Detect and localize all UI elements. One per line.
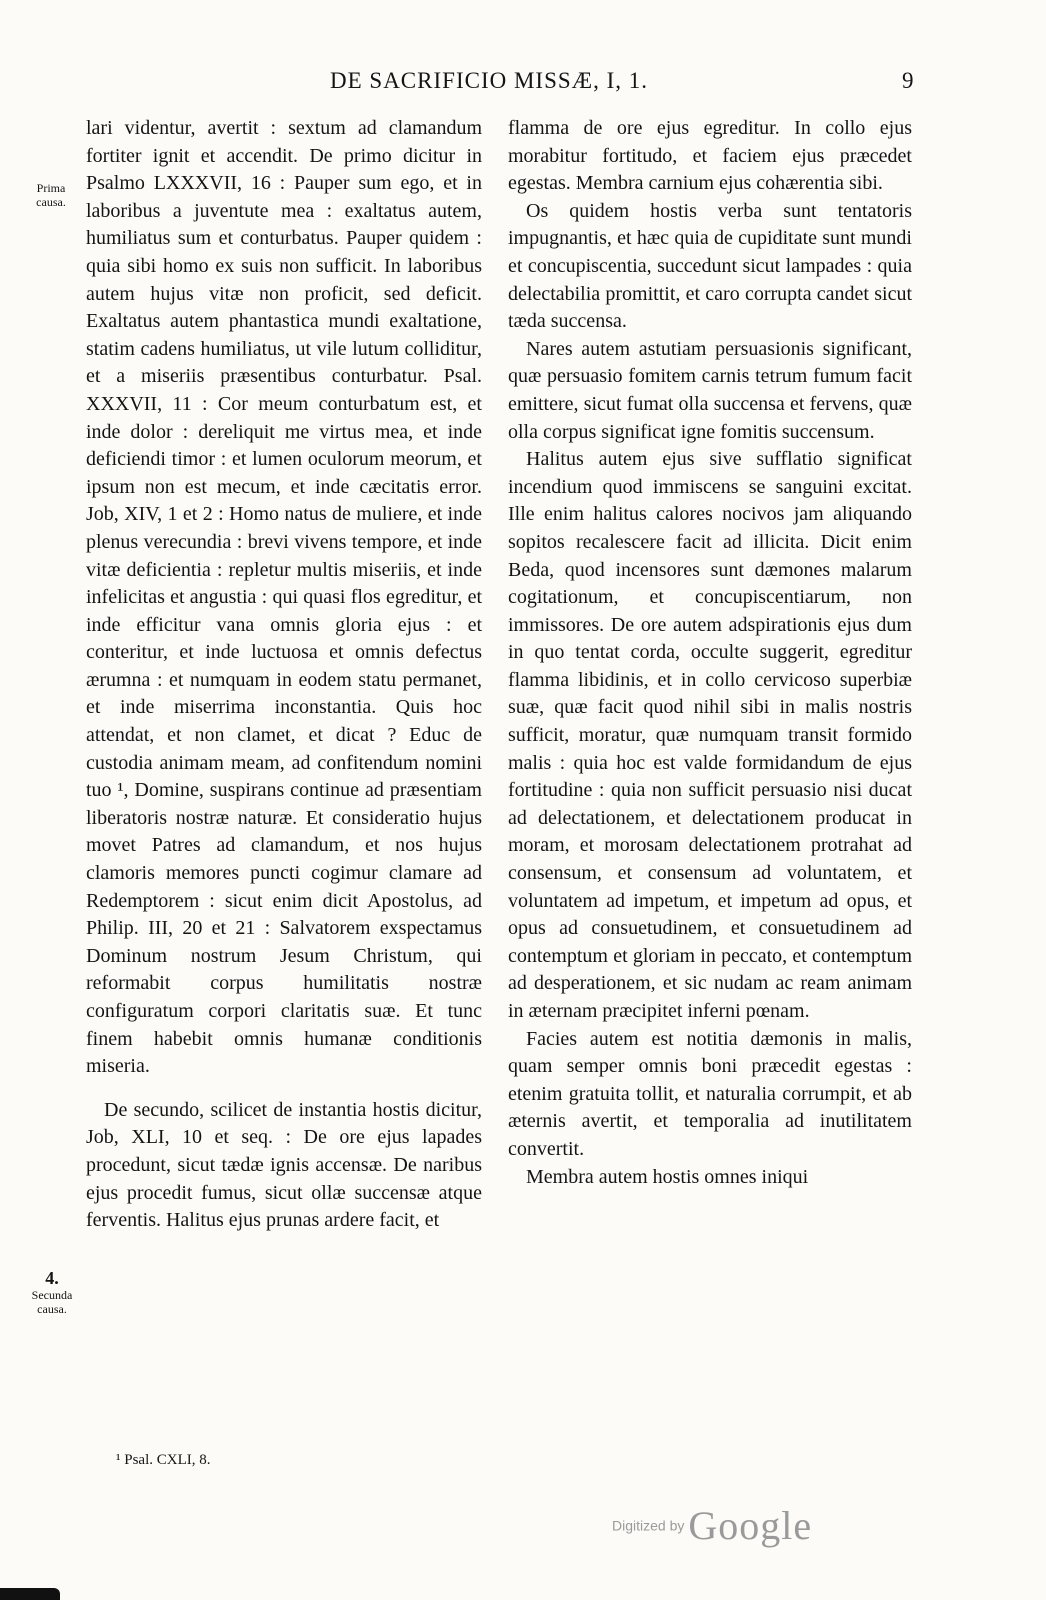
running-title: DE SACRIFICIO MISSÆ, I, 1. [330,68,649,93]
paragraph: De secundo, scilicet de instantia hostis dicitur, Job, XLI, 10 et seq. : De ore ejus lapades procedunt, sicut tædæ ignis accensæ. De naribus ejus procedit fumus, sicut ollæ succensæ atque ferventis. Halitus ejus prunas ardere facit, et [86,1098,482,1232]
section-number: 4. [45,1268,59,1288]
paragraph: lari videntur, avertit : sextum ad clamandum fortiter ignit et accendit. De primo dicitur in Psalmo LXXXVII, 16 : Pauper sum ego, et in laboribus a juventute mea : exaltatus autem, humiliatus sum et conturbatus. Pauper quidem : quia sibi homo ex suis non sufficit. In laboribus autem hujus vitæ non proficit, sed deficit. Exaltatus autem phantastica mundi exaltatione, statim cadens humiliatus, ut vile lutum colliditur, et a miseriis præsentibus conturbatur. Psal. XXXVII, 11 : Cor meum conturbatum est, et inde dolor : dereliquit me virtus mea, et inde deficiendi timor : et lumen oculorum meorum, et ipsum non est mecum, et inde cæcitatis error. Job, XIV, 1 et 2 : Homo natus de muliere, et inde plenus verecundia : brevi vivens tempore, et inde vitæ deficientia : repletur multis miseriis, et inde infelicitas et angustia : qui quasi flos egreditur, et inde efficitur vana omnis gloria ejus : et conteritur, et inde luctuosa et omnis defectus ærumna : et numquam in eodem statu permanet, et inde miserrima inconstantia. Quis hoc attendat, et non clamet, et dicat ? Educ de custodia animam meam, ad confitendum nomini tuo ¹, Domine, suspirans continue ad præsentiam liberatoris nostræ naturæ. Et consideratio hujus movet Patres ad clamandum, et nos hujus clamoris memores puncti cogimur clamare ad Redemptorem : sicut enim dicit Apostolus, ad Philip. III, 20 et 21 : Salvatorem exspectamus Dominum nostrum Jesum Christum, qui reformabit corpus humilitatis nostræ configuratum corpori claritatis suæ. Et tunc finem habebit omnis humanæ conditionis miseria. [86,117,482,1078]
margin-note-prima-causa: Prima causa. [36,181,66,209]
margin-note-secunda-causa [28,1268,76,1316]
right-column [508,115,912,1191]
paragraph: Facies autem est notitia dæmonis in malis, quam semper omnis boni præcedit egestas : etenim gratuita tollit, et naturalia corrumpit, et ab æternis avertit, et temporalia ad inutilitatem convertit. [508,1027,912,1160]
watermark-prefix: Digitized by [612,1517,685,1534]
footnote: ¹ Psal. CXLI, 8. [116,1452,211,1468]
paragraph: Membra autem hostis omnes iniqui [526,1165,809,1188]
margin-note-label: Secunda causa. [31,1288,73,1316]
paragraph: Nares autem astutiam persuasionis significant, quæ persuasio fomitem carnis tetrum fumum facit emittere, sicut fumat olla succensa et fervens, quæ olla corpus significat igne fomitis succensum. [508,337,912,443]
page-number: 9 [902,68,914,93]
paragraph: Os quidem hostis verba sunt tentatoris impugnantis, et hæc quia de cupiditate sunt mundi et concupiscentia, succedunt sicut lampades : quia delectabilia promittit, et caro corrupta candet sicut tæda succensa. [508,199,912,333]
scan-edge-mark [0,1588,60,1600]
page-header [0,68,1046,98]
digitized-watermark [612,1502,812,1549]
google-logo: Google [688,1503,813,1548]
paragraph: flamma de ore ejus egreditur. In collo ejus morabitur fortitudo, et faciem ejus præcedet egestas. Membra carnium ejus cohærentia sibi. [508,117,912,195]
paragraph: Halitus autem ejus sive sufflatio significat incendium quod immiscens se sanguini excitat. Ille enim halitus calores nocivos jam aliquando sopitos recalescere facit ad illicita. Dicit enim Beda, quod incensores sunt dæmones malarum cogitationum, et concupiscentiarum, non immissores. De ore autem adspirationis ejus dum in quo tentat corda, occulte suggerit, egreditur flamma libidinis, et in collo cervicoso superbiæ suæ, quæ facit quod nihil sibi in malis nostris sufficit, moratur, quæ numquam transit formido malis : quia hoc est valde formidandum de ejus fortitudine : quia non sufficit persuasio nisi ducat ad delectationem, et delectationem producat in moram, et morosam delectationem protrahat ad consensum, et consensum ad voluntatem, et voluntatem ad impetum, et impetum ad opus, et opus ad consuetudinem, et consuetudinem ad contemptum et gloriam in peccato, et contemptum ad desperationem, et sic nudam ac ream animam in æternam præcipitet inferni pœnam. [508,448,912,1022]
left-column [86,115,482,1235]
